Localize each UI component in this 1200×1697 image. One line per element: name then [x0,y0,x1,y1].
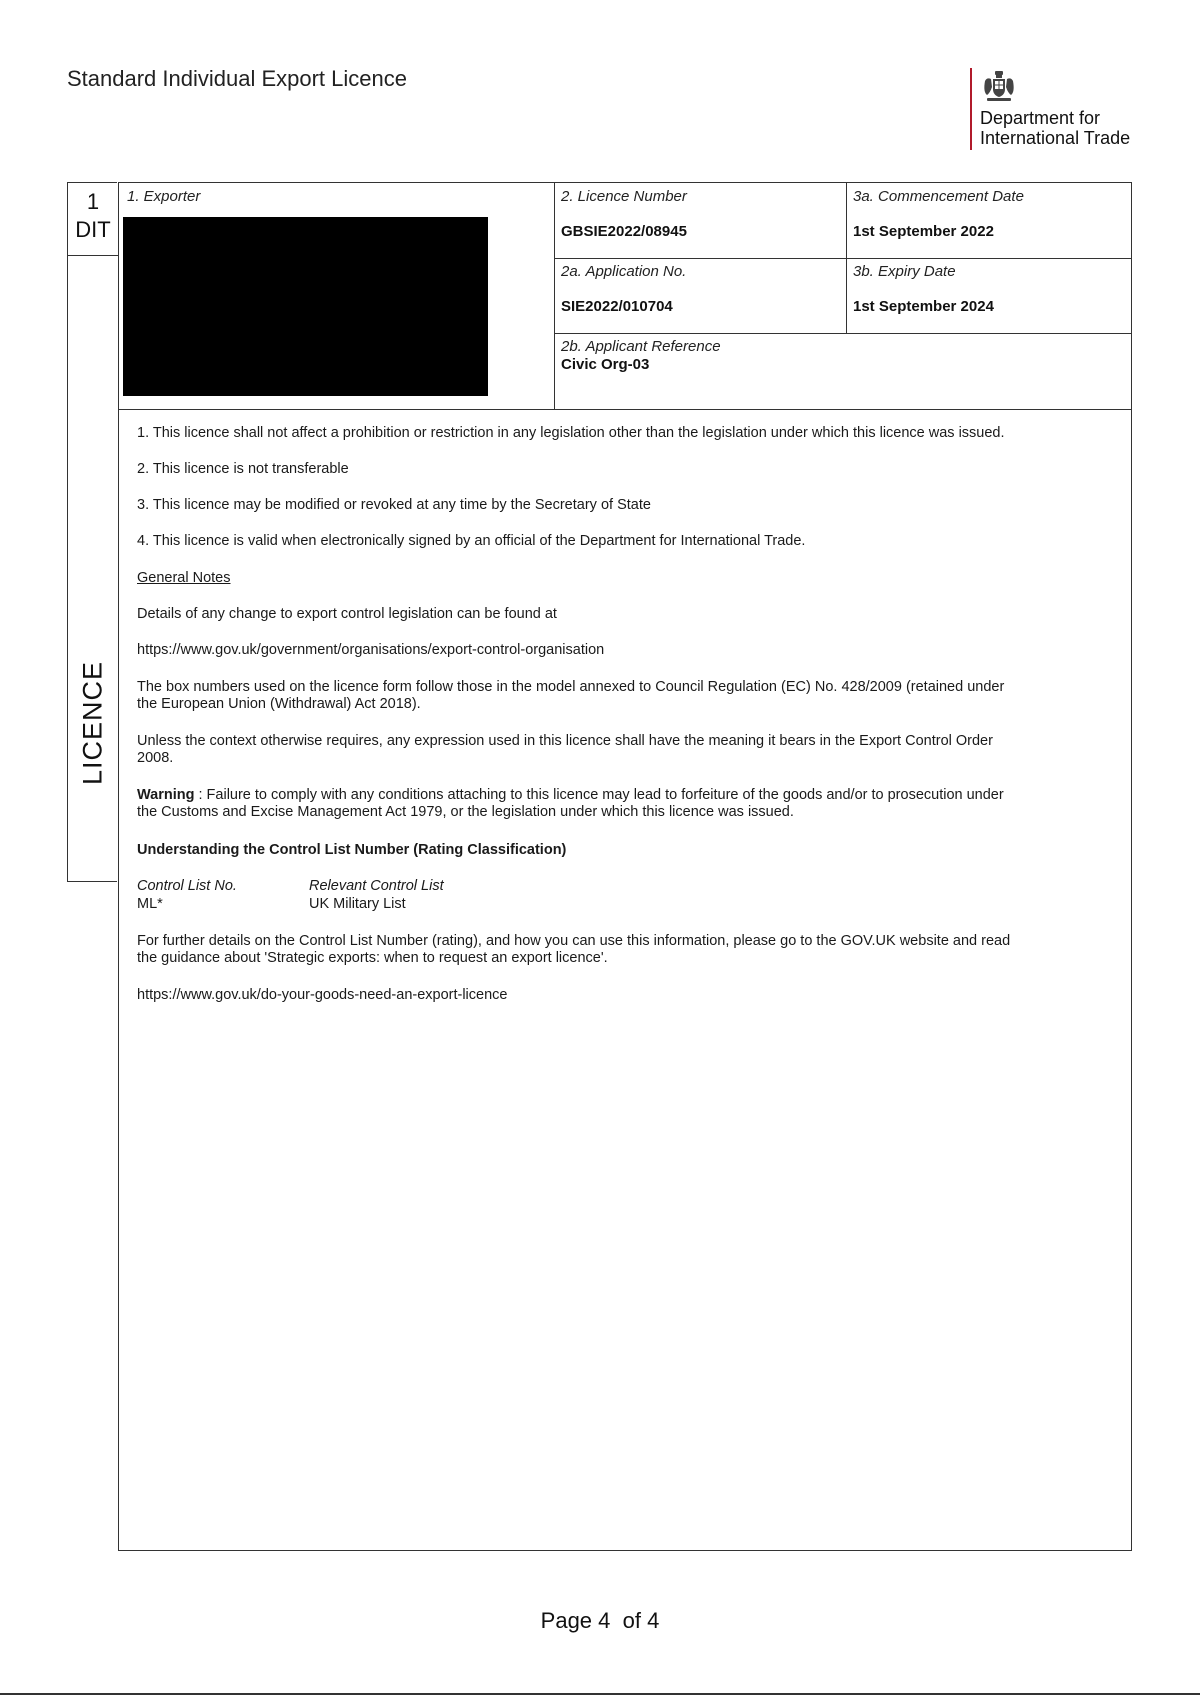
change-details-text: Details of any change to export control legislation can be found at [137,606,557,622]
context-note-line1: Unless the context otherwise requires, any expression used in this licence shall have the meaning it bears in the Export Control Order [137,733,993,749]
licence-number-label: 2. Licence Number [561,188,687,205]
bottom-rule [0,1693,1200,1695]
side-divider [68,255,118,256]
applicant-reference-value: Civic Org-03 [561,356,650,373]
grid-row-divider-3 [119,409,1131,410]
term-3: 3. This licence may be modified or revoked at any time by the Secretary of State [137,497,651,513]
department-name-line1: Department for [980,108,1101,128]
term-1: 1. This licence shall not affect a prohibition or restriction in any legislation other than the legislation under which this licence was issued. [137,425,1005,441]
general-notes-heading: General Notes [137,570,231,586]
guidance-url-link[interactable]: https://www.gov.uk/do-your-goods-need-an-export-licence [137,987,508,1003]
relevant-list-label: Relevant Control List [309,878,444,894]
relevant-list-value: UK Military List [309,896,406,912]
box-number: 1 [86,189,100,214]
further-details-line2: the guidance about 'Strategic exports: when to request an export licence'. [137,950,608,966]
box-numbers-note-line2: the European Union (Withdrawal) Act 2018). [137,696,421,712]
commencement-date-value: 1st September 2022 [853,223,994,240]
warning-note-line1 [137,787,1117,804]
side-panel [67,182,117,882]
licence-number-value: GBSIE2022/08945 [561,223,687,240]
licence-body [118,182,1132,1551]
department-logo [970,68,1162,150]
control-list-value: ML* [137,896,163,912]
further-details-line1: For further details on the Control List Number (rating), and how you can use this information, please go to the GOV.UK website and read [137,933,1011,949]
grid-row-divider-1 [554,258,1131,259]
page-number: Page 4 [540,1608,611,1633]
warning-text: : Failure to comply with any conditions attaching to this licence may lead to forfeiture of the goods and/or to prosecution under [194,787,1004,803]
warning-note [137,787,1117,821]
department-name-line2: International Trade [980,128,1131,148]
royal-coat-of-arms-icon [979,70,1019,104]
box-numbers-note [137,679,1117,713]
exporter-label: 1. Exporter [127,188,201,205]
commencement-date-label: 3a. Commencement Date [853,188,1024,205]
application-no-label: 2a. Application No. [561,263,687,280]
box-numbers-note-line1: The box numbers used on the licence form follow those in the model annexed to Council Regulation (EC) No. 428/2009 (retained under [137,679,1005,695]
eco-url-link[interactable]: https://www.gov.uk/government/organisations/export-control-organisation [137,642,605,658]
page-footer [0,1608,1200,1634]
licence-vertical-label: LICENCE [77,660,108,786]
expiry-date-value: 1st September 2024 [853,298,994,315]
applicant-reference-label: 2b. Applicant Reference [561,338,721,355]
expiry-date-label: 3b. Expiry Date [853,263,956,280]
page-total: of 4 [622,1608,660,1633]
department-name [980,108,1130,148]
warning-label: Warning [137,787,195,803]
term-2: 2. This licence is not transferable [137,461,349,477]
document-title: Standard Individual Export Licence [67,66,407,91]
agency-code: DIT [75,217,111,242]
context-note [137,733,1117,767]
grid-divider-exporter [554,183,555,409]
warning-note-line2: the Customs and Excise Management Act 1979, or the legislation under which this licence was issued. [137,804,794,820]
term-4: 4. This licence is valid when electronically signed by an official of the Department for International Trade. [137,533,806,549]
application-no-value: SIE2022/010704 [561,298,673,315]
exporter-redaction [123,217,488,396]
control-list-label: Control List No. [137,878,237,894]
rating-heading: Understanding the Control List Number (Rating Classification) [137,842,567,858]
further-details-note [137,933,1117,967]
context-note-line2: 2008. [137,750,174,766]
grid-row-divider-2 [554,333,1131,334]
